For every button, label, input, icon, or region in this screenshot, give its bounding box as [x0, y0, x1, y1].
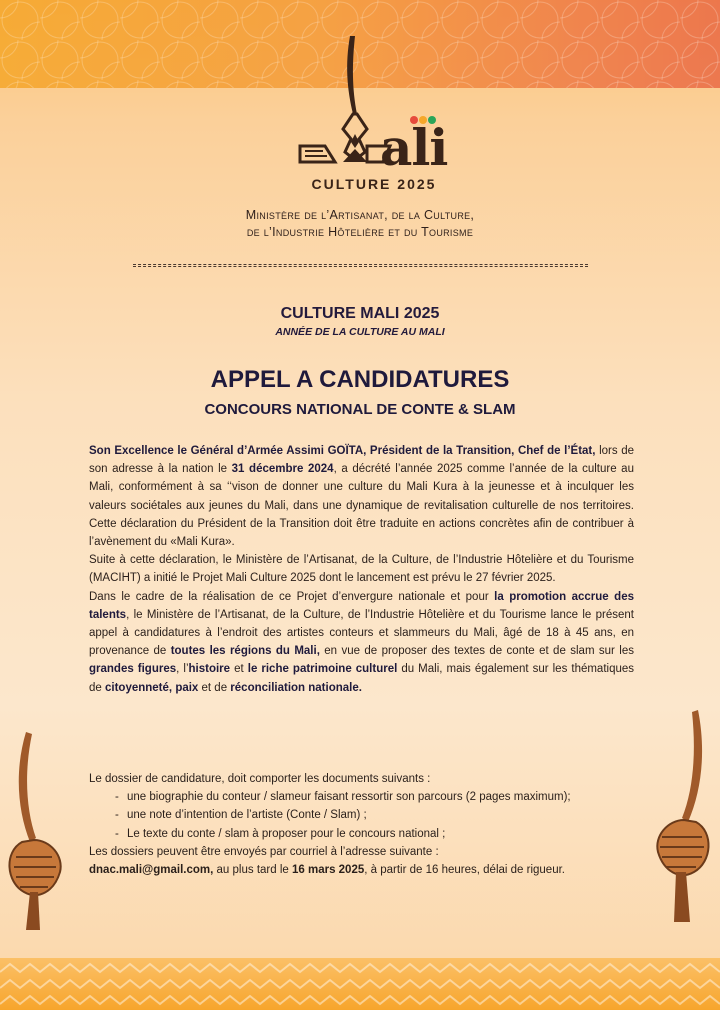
chiwara-mask-left-icon [4, 732, 70, 932]
bold-date: 31 décembre 2024 [231, 463, 334, 476]
paragraph-1 [89, 442, 634, 551]
bold-text: grandes figures [89, 663, 177, 676]
ministry-name [170, 207, 550, 241]
ministry-line-2: de l’Industrie Hôtelière et du Tourisme [246, 225, 474, 239]
bold-text: la promotion accrue des talents [89, 590, 634, 621]
docs-list [89, 788, 634, 843]
sub-heading: CONCOURS NATIONAL DE CONTE & SLAM [204, 401, 516, 418]
zigzag-decoration [0, 958, 720, 1010]
paragraph-2: Suite à cette déclaration, le Ministère de l’Artisanat, de la Culture, de l’Industrie Hôtelière et du Tourisme (MACIHT) a initié le Projet Mali Culture 2025 dont le lancement est prévu le 27 février 2025. [89, 554, 634, 585]
culture-title: CULTURE MALI 2025 [280, 305, 440, 322]
ministry-line-1: Ministère de l’Artisanat, de la Culture, [245, 208, 475, 222]
bold-text: citoyenneté, [105, 681, 173, 694]
docs-intro: Le dossier de candidature, doit comporter les documents suivants : [89, 773, 431, 785]
list-item: - une biographie du conteur / slameur faisant ressortir son parcours (2 pages maximum); [115, 788, 634, 806]
logo-wordmark: ali [380, 118, 448, 177]
bottom-decorative-band [0, 958, 720, 1010]
bold-text: le riche patrimoine culturel [247, 663, 398, 676]
deadline-line [89, 861, 634, 879]
deadline-date: 16 mars 2025 [291, 864, 365, 877]
bold-text: paix [175, 681, 199, 694]
text: Dans le cadre de la réalisation de ce Projet d’envergure nationale et pour [89, 590, 495, 603]
bold-text: réconciliation nationale. [230, 681, 362, 694]
text: , a décrété l’année 2025 comme l’année de la culture au Mali, conformément à sa ‘‘vison de donner une culture du Mali Kura à la jeunesse et à inculquer les valeurs sociétales aux jeunes du Mali, dans une dynamique de revitalisation culturelle de nos territoires. Cette déclaration du Président de la Transition doit être traduite en actions concrètes afin de contribuer à l’avènement du «Mali Kura». [89, 463, 634, 549]
text: au plus tard le [213, 864, 292, 877]
paragraph-3 [89, 588, 634, 697]
email-address[interactable]: dnac.mali@gmail.com, [89, 864, 214, 877]
list-item: - une note d’intention de l’artiste (Conte / Slam) ; [115, 806, 634, 824]
text: , à partir de 16 heures, délai de rigueur. [364, 864, 565, 877]
culture-subtitle: ANNÉE DE LA CULTURE AU MALI [275, 326, 445, 338]
text: et [230, 663, 248, 676]
text: , l’ [176, 663, 189, 676]
send-instructions: Les dossiers peuvent être envoyés par courriel à l’adresse suivante : [89, 845, 439, 858]
application-documents [89, 770, 634, 879]
divider [133, 264, 588, 267]
announcement-body [89, 442, 634, 697]
text: , le Ministère de l’Artisanat, de la Culture, de l’Industrie Hôtelière et du Tourisme lance le présent appel à candidatures à l’endroit des artistes conteurs et slammeurs du Mali, âgé de 18 à 45 ans, en provenance de [89, 608, 634, 658]
main-heading: APPEL A CANDIDATURES [210, 366, 510, 393]
text: en vue de proposer des textes de conte et de slam sur les [319, 645, 634, 658]
list-item: - Le texte du conte / slam à proposer pour le concours national ; [115, 825, 634, 843]
logo-subtitle: CULTURE 2025 [311, 176, 437, 192]
text: et de [198, 681, 231, 694]
bold-text: Son Excellence le Général d’Armée Assimi GOÏTA, Président de la Transition, Chef de l’État, [89, 445, 596, 457]
text: lors de son adresse à la nation le [89, 445, 634, 476]
bold-text: histoire [188, 663, 231, 676]
chiwara-mask-right-icon [648, 710, 714, 925]
text: du Mali, mais également sur les thématiques de [89, 663, 635, 694]
bold-text: toutes les régions du Mali, [170, 645, 320, 658]
